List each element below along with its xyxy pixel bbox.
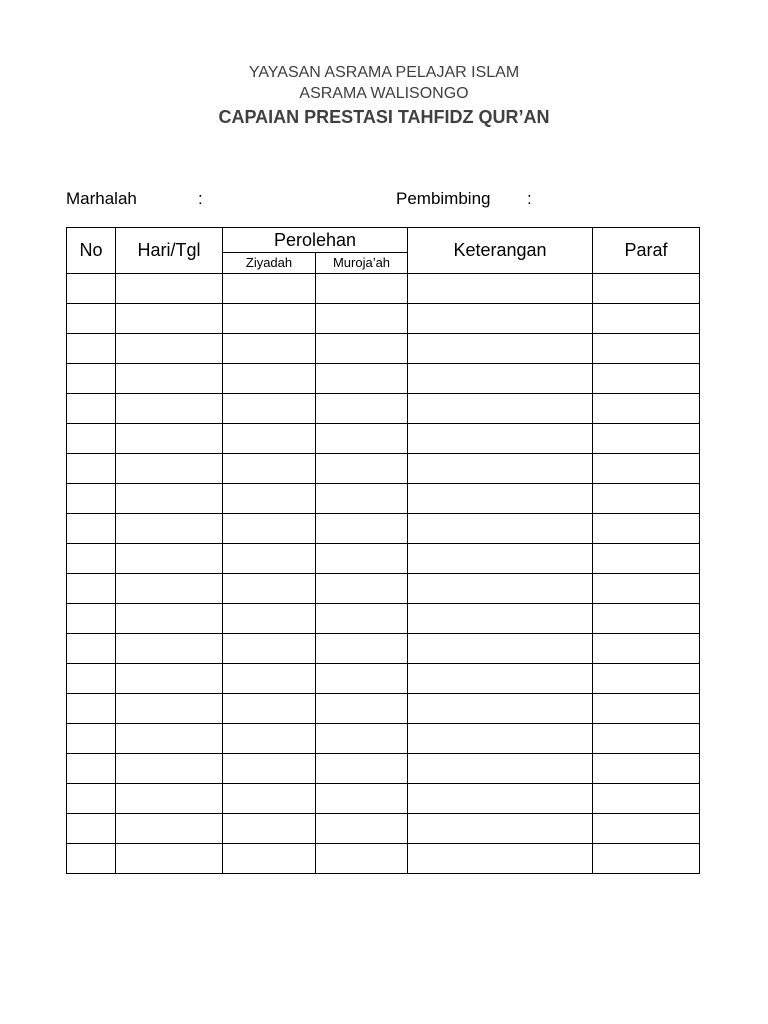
cell-no[interactable] (67, 574, 116, 604)
cell-murojaah[interactable] (316, 634, 408, 664)
cell-no[interactable] (67, 664, 116, 694)
marhalah-label: Marhalah (66, 189, 137, 208)
cell-keterangan[interactable] (408, 484, 593, 514)
cell-paraf[interactable] (593, 814, 700, 844)
cell-paraf[interactable] (593, 304, 700, 334)
cell-date[interactable] (116, 754, 223, 784)
cell-no[interactable] (67, 694, 116, 724)
cell-date[interactable] (116, 394, 223, 424)
cell-paraf[interactable] (593, 694, 700, 724)
cell-no[interactable] (67, 334, 116, 364)
cell-ziyadah[interactable] (223, 514, 316, 544)
cell-murojaah[interactable] (316, 274, 408, 304)
header-murojaah: Muroja’ah (316, 253, 408, 274)
table-row (67, 694, 700, 724)
cell-paraf[interactable] (593, 784, 700, 814)
foundation-name: YAYASAN ASRAMA PELAJAR ISLAM (248, 64, 520, 81)
cell-date[interactable] (116, 694, 223, 724)
cell-no[interactable] (67, 814, 116, 844)
cell-ziyadah[interactable] (223, 364, 316, 394)
table-row (67, 454, 700, 484)
cell-murojaah[interactable] (316, 814, 408, 844)
cell-keterangan[interactable] (408, 514, 593, 544)
cell-date[interactable] (116, 274, 223, 304)
cell-ziyadah[interactable] (223, 604, 316, 634)
header-paraf: Paraf (593, 228, 700, 274)
cell-keterangan[interactable] (408, 424, 593, 454)
table-row (67, 664, 700, 694)
cell-murojaah[interactable] (316, 574, 408, 604)
cell-keterangan[interactable] (408, 544, 593, 574)
cell-murojaah[interactable] (316, 844, 408, 874)
cell-date[interactable] (116, 604, 223, 634)
table-row (67, 634, 700, 664)
header-date: Hari/Tgl (116, 228, 223, 274)
cell-murojaah[interactable] (316, 484, 408, 514)
cell-date[interactable] (116, 424, 223, 454)
cell-paraf[interactable] (593, 634, 700, 664)
cell-keterangan[interactable] (408, 274, 593, 304)
table-row (67, 484, 700, 514)
cell-ziyadah[interactable] (223, 304, 316, 334)
cell-date[interactable] (116, 814, 223, 844)
table-row (67, 724, 700, 754)
table-row (67, 814, 700, 844)
cell-ziyadah[interactable] (223, 274, 316, 304)
cell-ziyadah[interactable] (223, 634, 316, 664)
cell-murojaah[interactable] (316, 364, 408, 394)
cell-keterangan[interactable] (408, 754, 593, 784)
tahfidz-log-table (66, 227, 700, 874)
cell-no[interactable] (67, 544, 116, 574)
cell-keterangan[interactable] (408, 694, 593, 724)
cell-keterangan[interactable] (408, 364, 593, 394)
cell-date[interactable] (116, 454, 223, 484)
cell-date[interactable] (116, 724, 223, 754)
cell-keterangan[interactable] (408, 724, 593, 754)
cell-ziyadah[interactable] (223, 754, 316, 784)
cell-keterangan[interactable] (408, 634, 593, 664)
cell-murojaah[interactable] (316, 454, 408, 484)
cell-paraf[interactable] (593, 364, 700, 394)
table-row (67, 304, 700, 334)
cell-ziyadah[interactable] (223, 394, 316, 424)
cell-date[interactable] (116, 664, 223, 694)
cell-keterangan[interactable] (408, 604, 593, 634)
cell-date[interactable] (116, 544, 223, 574)
pembimbing-label: Pembimbing (396, 189, 491, 208)
cell-date[interactable] (116, 784, 223, 814)
cell-date[interactable] (116, 364, 223, 394)
cell-paraf[interactable] (593, 514, 700, 544)
cell-date[interactable] (116, 844, 223, 874)
cell-ziyadah[interactable] (223, 454, 316, 484)
cell-no[interactable] (67, 454, 116, 484)
cell-date[interactable] (116, 484, 223, 514)
cell-murojaah[interactable] (316, 394, 408, 424)
cell-paraf[interactable] (593, 754, 700, 784)
cell-keterangan[interactable] (408, 454, 593, 484)
cell-murojaah[interactable] (316, 694, 408, 724)
cell-ziyadah[interactable] (223, 784, 316, 814)
cell-no[interactable] (67, 724, 116, 754)
cell-ziyadah[interactable] (223, 664, 316, 694)
header-keterangan: Keterangan (408, 228, 593, 274)
cell-ziyadah[interactable] (223, 724, 316, 754)
cell-murojaah[interactable] (316, 334, 408, 364)
cell-keterangan[interactable] (408, 334, 593, 364)
cell-paraf[interactable] (593, 424, 700, 454)
cell-keterangan[interactable] (408, 304, 593, 334)
cell-paraf[interactable] (593, 724, 700, 754)
cell-no[interactable] (67, 754, 116, 784)
cell-murojaah[interactable] (316, 754, 408, 784)
cell-no[interactable] (67, 484, 116, 514)
table-row (67, 844, 700, 874)
cell-date[interactable] (116, 574, 223, 604)
cell-paraf[interactable] (593, 394, 700, 424)
cell-no[interactable] (67, 784, 116, 814)
cell-no[interactable] (67, 514, 116, 544)
cell-paraf[interactable] (593, 664, 700, 694)
cell-murojaah[interactable] (316, 544, 408, 574)
table-row (67, 334, 700, 364)
cell-paraf[interactable] (593, 844, 700, 874)
cell-no[interactable] (67, 274, 116, 304)
cell-ziyadah[interactable] (223, 814, 316, 844)
cell-paraf[interactable] (593, 334, 700, 364)
cell-no[interactable] (67, 304, 116, 334)
table-row (67, 364, 700, 394)
cell-murojaah[interactable] (316, 424, 408, 454)
cell-paraf[interactable] (593, 274, 700, 304)
cell-paraf[interactable] (593, 574, 700, 604)
cell-keterangan[interactable] (408, 394, 593, 424)
table-row (67, 274, 700, 304)
cell-ziyadah[interactable] (223, 844, 316, 874)
table-row (67, 514, 700, 544)
cell-keterangan[interactable] (408, 784, 593, 814)
cell-no[interactable] (67, 634, 116, 664)
cell-keterangan[interactable] (408, 574, 593, 604)
table-body (67, 274, 700, 874)
cell-no[interactable] (67, 604, 116, 634)
cell-murojaah[interactable] (316, 664, 408, 694)
cell-ziyadah[interactable] (223, 484, 316, 514)
cell-paraf[interactable] (593, 454, 700, 484)
marhalah-colon: : (198, 189, 203, 208)
cell-date[interactable] (116, 334, 223, 364)
cell-murojaah[interactable] (316, 784, 408, 814)
cell-murojaah[interactable] (316, 604, 408, 634)
table-row (67, 544, 700, 574)
table-row (67, 574, 700, 604)
cell-murojaah[interactable] (316, 514, 408, 544)
cell-date[interactable] (116, 514, 223, 544)
cell-ziyadah[interactable] (223, 694, 316, 724)
cell-ziyadah[interactable] (223, 424, 316, 454)
cell-no[interactable] (67, 844, 116, 874)
cell-paraf[interactable] (593, 484, 700, 514)
cell-date[interactable] (116, 634, 223, 664)
table-row (67, 784, 700, 814)
cell-no[interactable] (67, 364, 116, 394)
cell-ziyadah[interactable] (223, 574, 316, 604)
header-ziyadah: Ziyadah (223, 253, 316, 274)
dormitory-name: ASRAMA WALISONGO (299, 85, 469, 102)
header-perolehan: Perolehan (223, 228, 408, 253)
table-row (67, 754, 700, 784)
cell-ziyadah[interactable] (223, 334, 316, 364)
header-no: No (67, 228, 116, 274)
table-row (67, 394, 700, 424)
document-title: CAPAIAN PRESTASI TAHFIDZ QUR’AN (218, 107, 550, 127)
cell-no[interactable] (67, 424, 116, 454)
table-row (67, 604, 700, 634)
cell-keterangan[interactable] (408, 844, 593, 874)
pembimbing-colon: : (527, 189, 532, 208)
table-row (67, 424, 700, 454)
cell-no[interactable] (67, 394, 116, 424)
cell-ziyadah[interactable] (223, 544, 316, 574)
cell-keterangan[interactable] (408, 814, 593, 844)
cell-paraf[interactable] (593, 604, 700, 634)
cell-murojaah[interactable] (316, 304, 408, 334)
cell-date[interactable] (116, 304, 223, 334)
cell-paraf[interactable] (593, 544, 700, 574)
document-header (0, 62, 768, 129)
cell-murojaah[interactable] (316, 724, 408, 754)
cell-keterangan[interactable] (408, 664, 593, 694)
